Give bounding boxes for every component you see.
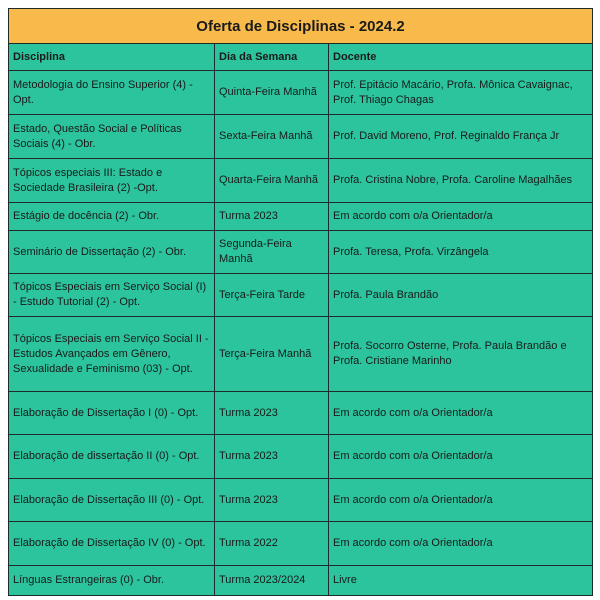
cell-disciplina: Metodologia do Ensino Superior (4) - Opt.	[9, 71, 215, 115]
cell-dia: Terça-Feira Manhã	[215, 317, 329, 392]
cell-disciplina: Tópicos Especiais em Serviço Social (I) - Estudo Tutorial (2) - Opt.	[9, 274, 215, 317]
cell-docente: Em acordo com o/a Orientador/a	[329, 392, 593, 435]
table-row	[9, 566, 593, 596]
table-row	[9, 159, 593, 203]
cell-disciplina: Elaboração de Dissertação I (0) - Opt.	[9, 392, 215, 435]
cell-docente: Prof. Epitácio Macário, Profa. Mônica Cavaignac, Prof. Thiago Chagas	[329, 71, 593, 115]
table-row	[9, 435, 593, 479]
cell-disciplina: Elaboração de dissertação II (0) - Opt.	[9, 435, 215, 479]
table-row	[9, 392, 593, 435]
cell-disciplina: Tópicos Especiais em Serviço Social II - Estudos Avançados em Gênero, Sexualidade e Feminismo (03) - Opt.	[9, 317, 215, 392]
table-row	[9, 479, 593, 522]
column-header-disciplina: Disciplina	[9, 44, 215, 71]
cell-docente: Em acordo com o/a Orientador/a	[329, 435, 593, 479]
cell-docente: Profa. Paula Brandão	[329, 274, 593, 317]
cell-dia: Turma 2023	[215, 435, 329, 479]
title-row	[9, 9, 593, 44]
cell-dia: Quarta-Feira Manhã	[215, 159, 329, 203]
cell-disciplina: Línguas Estrangeiras (0) - Obr.	[9, 566, 215, 596]
table-row	[9, 522, 593, 566]
table-row	[9, 274, 593, 317]
table-row	[9, 203, 593, 231]
cell-disciplina: Seminário de Dissertação (2) - Obr.	[9, 231, 215, 274]
table-row	[9, 317, 593, 392]
table-row	[9, 115, 593, 159]
table-row	[9, 231, 593, 274]
cell-dia: Turma 2023	[215, 392, 329, 435]
cell-docente: Em acordo com o/a Orientador/a	[329, 522, 593, 566]
column-header-dia-da-semana: Dia da Semana	[215, 44, 329, 71]
cell-docente: Em acordo com o/a Orientador/a	[329, 479, 593, 522]
cell-dia: Turma 2023	[215, 203, 329, 231]
cell-disciplina: Estágio de docência (2) - Obr.	[9, 203, 215, 231]
header-row	[9, 44, 593, 71]
column-header-docente: Docente	[329, 44, 593, 71]
table-title: Oferta de Disciplinas - 2024.2	[9, 9, 593, 44]
cell-dia: Turma 2022	[215, 522, 329, 566]
cell-docente: Profa. Socorro Osterne, Profa. Paula Brandão e Profa. Cristiane Marinho	[329, 317, 593, 392]
cell-docente: Livre	[329, 566, 593, 596]
course-offer-table-container	[8, 8, 592, 592]
cell-dia: Terça-Feira Tarde	[215, 274, 329, 317]
cell-docente: Em acordo com o/a Orientador/a	[329, 203, 593, 231]
cell-dia: Quinta-Feira Manhã	[215, 71, 329, 115]
cell-docente: Profa. Teresa, Profa. Virzângela	[329, 231, 593, 274]
cell-dia: Segunda-Feira Manhã	[215, 231, 329, 274]
cell-disciplina: Elaboração de Dissertação IV (0) - Opt.	[9, 522, 215, 566]
cell-dia: Turma 2023	[215, 479, 329, 522]
cell-disciplina: Estado, Questão Social e Políticas Sociais (4) - Obr.	[9, 115, 215, 159]
cell-disciplina: Tópicos especiais III: Estado e Sociedade Brasileira (2) -Opt.	[9, 159, 215, 203]
cell-docente: Prof. David Moreno, Prof. Reginaldo França Jr	[329, 115, 593, 159]
cell-dia: Turma 2023/2024	[215, 566, 329, 596]
cell-disciplina: Elaboração de Dissertação III (0) - Opt.	[9, 479, 215, 522]
cell-dia: Sexta-Feira Manhã	[215, 115, 329, 159]
course-offer-table	[8, 8, 593, 596]
cell-docente: Profa. Cristina Nobre, Profa. Caroline Magalhães	[329, 159, 593, 203]
table-row	[9, 71, 593, 115]
